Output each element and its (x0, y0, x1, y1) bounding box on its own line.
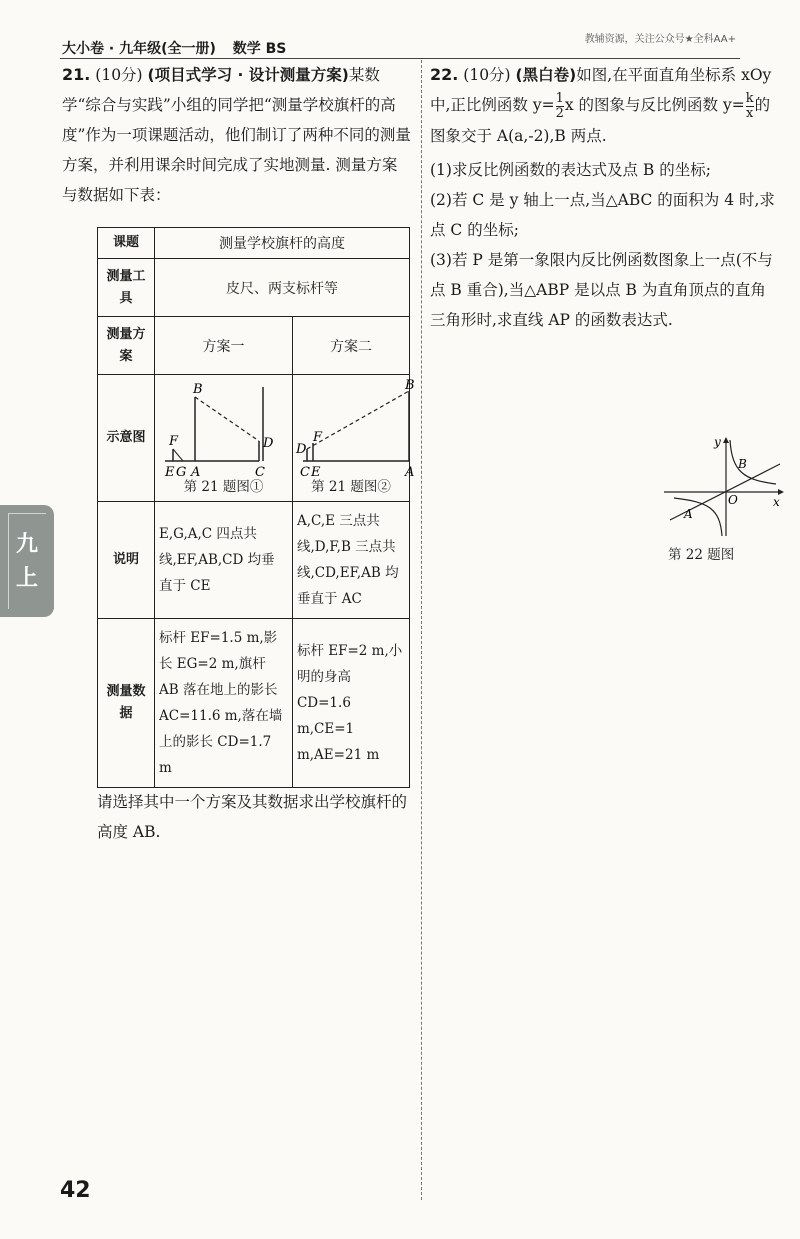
fraction-numerator-1: 1 (555, 90, 564, 106)
table-row-diagram (98, 375, 410, 502)
hyperbola-branch-q3 (674, 498, 722, 536)
label-g: G (176, 465, 187, 479)
fraction-denominator-x: x (746, 105, 754, 121)
grade-side-tab (0, 505, 54, 617)
watermark-text: 教辅资源，关注公众号★全科AA+ (584, 34, 736, 45)
ray-fg (173, 449, 183, 461)
figure-21-2-caption: 第 21 题图② (311, 479, 391, 495)
data-plan-two: 标杆 EF=2 m,小明的身高 CD=1.6 m,CE=1 m,AE=21 m (292, 619, 409, 788)
table-row-topic (98, 228, 410, 259)
page-number: 42 (60, 1178, 91, 1203)
label-o: O (728, 493, 738, 507)
label-y: y (714, 435, 721, 449)
note-label: 说明 (98, 502, 155, 619)
question-21-tag: (项目式学习 · 设计测量方案) (147, 66, 349, 84)
topic-value: 测量学校旗杆的高度 (155, 228, 410, 259)
label-b-22: B (738, 457, 747, 471)
measurement-table (97, 227, 415, 788)
question-21 (62, 60, 412, 210)
label-c: C (255, 465, 265, 479)
table-row-data (98, 619, 410, 788)
question-21-intro: 某数学“综合与实践”小组的同学把“测量学校旗杆的高度”作为一项课题活动，他们制订了两种不同的测量方案，并利用课余时间完成了实地测量. 测量方案与数据如下表： (62, 66, 411, 204)
plan-two: 方案二 (292, 317, 409, 375)
subject-label: 数学 BS (232, 41, 287, 57)
question-22-intro-a: 如图,在平面直角坐标系 xOy 中,正比例函数 y= (430, 66, 772, 114)
tools-value: 皮尺、两支标杆等 (155, 259, 410, 317)
sight-line-db (307, 391, 409, 449)
label-b: B (193, 382, 203, 397)
question-22-part3: (3)若 P 是第一象限内反比例函数图象上一点(不与点 B 重合),当△ABP 是以点 B 为直角顶点的直角三角形时,求直线 AP 的函数表达式. (430, 250, 773, 329)
plan-label: 测量方案 (98, 317, 155, 375)
question-22-tag: (黑白卷) (515, 66, 577, 84)
fraction-numerator-k: k (745, 90, 754, 106)
question-22-part2: (2)若 C 是 y 轴上一点,当△ABC 的面积为 4 时,求点 C 的坐标; (430, 190, 775, 239)
question-21-text (62, 60, 412, 210)
label-d-2: D (295, 442, 307, 457)
question-22-score: (10分) (463, 66, 511, 84)
question-22-intro-b: x 的图象与反比例函数 y= (564, 96, 745, 114)
question-21-score: (10分) (95, 66, 143, 84)
label-a-22: A (684, 507, 693, 521)
note-plan-two: A,C,E 三点共线,D,F,B 三点共线,CD,EF,AB 均垂直于 AC (292, 502, 409, 619)
question-22-number: 22. (430, 65, 459, 84)
label-b-2: B (404, 379, 415, 393)
fraction-k-over-x (746, 92, 754, 121)
side-tab-frame (8, 513, 46, 609)
column-divider (421, 60, 422, 1200)
plan-one: 方案一 (155, 317, 293, 375)
label-a: A (191, 465, 201, 479)
book-title: 大小卷 · 九年级(全一册) (62, 41, 216, 57)
fraction-denominator-2: 2 (555, 105, 564, 121)
table-row-notes (98, 502, 410, 619)
figure-21-2-cell (292, 375, 415, 502)
figure-22 (660, 432, 788, 540)
side-tab-line2: 上 (15, 565, 38, 591)
question-22-intro-c: 的图象交于 A(a,-2),B 两点. (430, 96, 771, 145)
data-label: 测量数据 (98, 619, 155, 788)
figure-21-1-caption: 第 21 题图① (183, 479, 264, 495)
y-axis-arrow-icon (723, 437, 729, 443)
question-21-ask: 请选择其中一个方案及其数据求出学校旗杆的高度 AB. (97, 793, 408, 841)
label-c-2: C (299, 465, 310, 479)
table-row-plans (98, 317, 410, 375)
topic-label: 课题 (98, 228, 155, 259)
question-22-intro (430, 60, 780, 151)
question-21-number: 21. (62, 65, 91, 84)
tools-label: 测量工具 (98, 259, 155, 317)
running-header (62, 38, 286, 58)
label-f-2: F (312, 430, 322, 445)
label-a-2: A (404, 465, 415, 479)
question-22 (430, 60, 780, 335)
figure-21-2 (295, 379, 419, 479)
label-e: E (165, 465, 175, 479)
figure-21-1 (159, 379, 289, 479)
header-divider (60, 58, 740, 59)
label-d: D (263, 436, 274, 451)
label-f: F (169, 434, 179, 449)
fraction-one-half (556, 92, 564, 121)
question-22-part1: (1)求反比例函数的表达式及点 B 的坐标; (430, 160, 711, 179)
label-e-2: E (310, 465, 321, 479)
side-tab-line1: 九 (15, 531, 38, 557)
table-row-tools (98, 259, 410, 317)
data-plan-one: 标杆 EF=1.5 m,影长 EG=2 m,旗杆 AB 落在地上的影长 AC=11.6 m,落在墙上的影长 CD=1.7 m (155, 619, 293, 788)
note-plan-one: E,G,A,C 四点共线,EF,AB,CD 均垂直于 CE (155, 502, 293, 619)
figure-21-1-cell (155, 375, 293, 502)
diagram-label: 示意图 (98, 375, 155, 502)
figure-22-caption: 第 22 题图 (668, 547, 735, 563)
sun-ray-bd (195, 397, 259, 441)
label-x: x (773, 495, 780, 509)
